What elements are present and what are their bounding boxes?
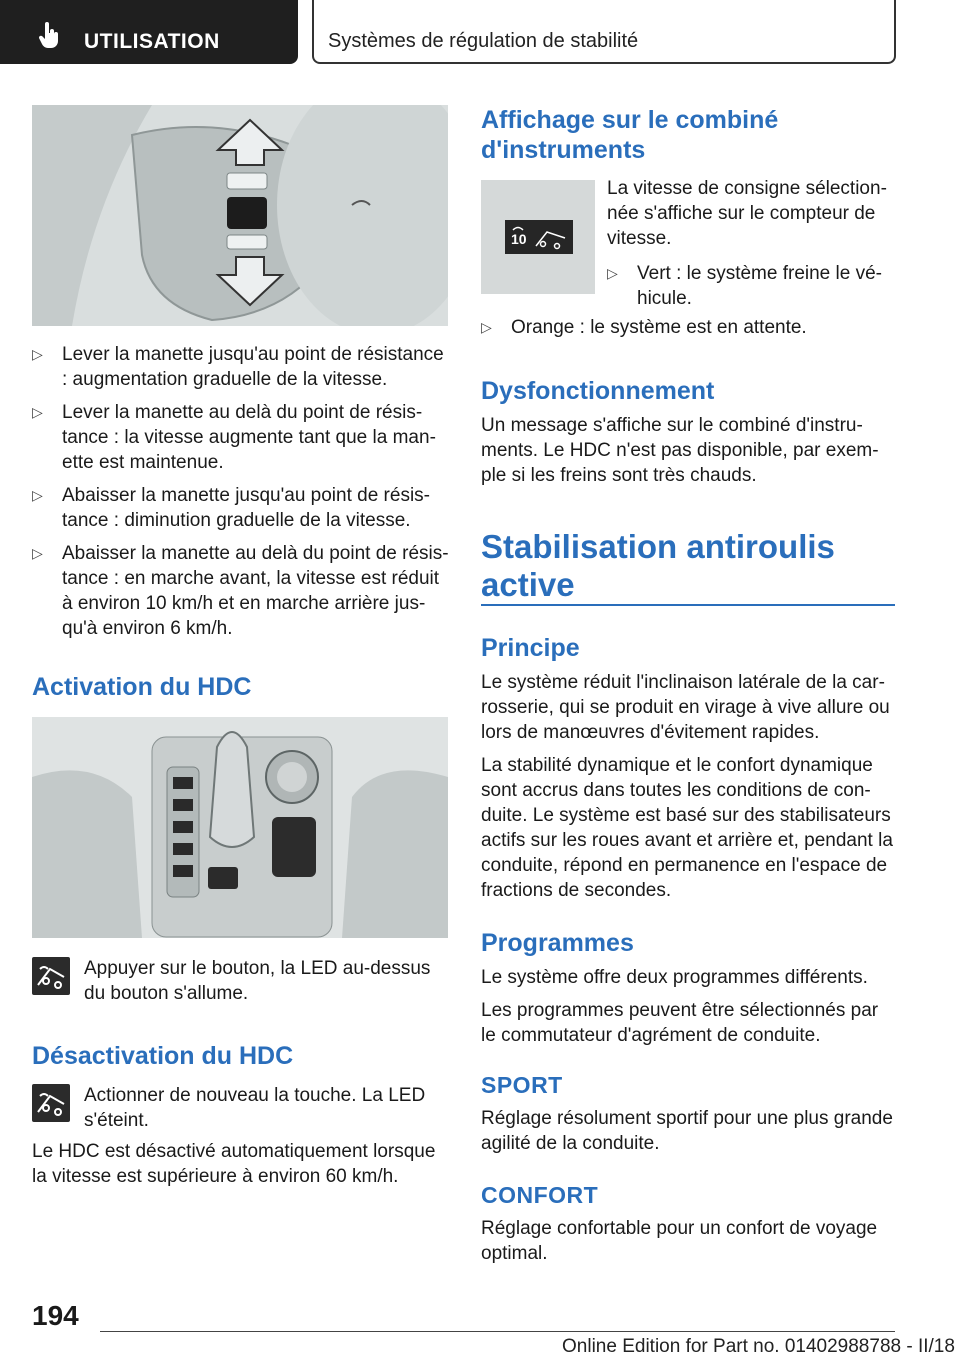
deactivation-text-block <box>84 1083 450 1141</box>
deactivation-text: Actionner de nouveau la touche. La LED s'éteint. <box>84 1085 426 1131</box>
subsection-title: Systèmes de régulation de stabilité <box>328 30 639 52</box>
section-tab <box>0 0 298 64</box>
display-text-block <box>607 176 895 319</box>
comfort-heading: CONFORT <box>481 1182 599 1208</box>
malfunction-heading: Dysfonctionnement <box>481 377 715 405</box>
malfunction-text-block <box>481 413 895 496</box>
page-number: 194 <box>32 1300 79 1331</box>
hand-pointer-icon <box>38 22 60 48</box>
list-item: ▷ Lever la manette jusqu'au point de résistance : augmentation graduelle de la vitesse. <box>32 344 444 390</box>
section-title: UTILISATION <box>84 30 220 53</box>
section-divider <box>481 604 895 606</box>
list-item: ▷ Orange : le système est en attente. <box>481 317 807 338</box>
activation-text-block <box>84 956 450 1014</box>
programs-paragraph: Les programmes peuvent être sélectionnés par le commutateur d'agrément de conduite. <box>481 1000 879 1046</box>
display-text: La vitesse de consigne sélectionnée s'affiche sur le compteur de vitesse. <box>607 178 887 249</box>
activation-text: Appuyer sur le bouton, la LED au-dessus du bouton s'allume. <box>84 958 431 1004</box>
activation-heading: Activation du HDC <box>32 673 252 701</box>
section-heading: Stabilisation antiroulis active <box>481 528 835 603</box>
rocker-bullet-list <box>32 342 450 649</box>
subsection-tab <box>312 0 896 64</box>
sport-text-block <box>481 1106 895 1164</box>
programs-text-block <box>481 965 895 1056</box>
principle-text-block <box>481 670 895 911</box>
speed-value-label: 10 <box>511 231 527 247</box>
programs-heading: Programmes <box>481 929 634 957</box>
principle-paragraph: La stabilité dynamique et le confort dynamique sont accrus dans toutes les conditions de conduite. Le système est basé sur des stabilisateurs actifs sur les roues avant et arrière et, pendant la conduite, répond en permanence en l'espace de fractions de secondes. <box>481 755 893 901</box>
programs-paragraph: Le système offre deux programmes différents. <box>481 967 868 988</box>
display-heading: Affichage sur le combiné d'instruments <box>481 106 779 164</box>
footer-divider <box>100 1331 895 1332</box>
comfort-text: Réglage confortable pour un confort de voyage optimal. <box>481 1218 878 1264</box>
edition-text: Online Edition for Part no. 01402988788 - II/18 <box>562 1336 955 1357</box>
sport-heading: SPORT <box>481 1072 563 1098</box>
malfunction-text: Un message s'affiche sur le combiné d'instruments. Le HDC n'est pas disponible, par exemple si les freins sont très chauds. <box>481 415 879 486</box>
principle-paragraph: Le système réduit l'inclinaison latérale de la carrosserie, qui se produit en virage à vive allure ou lors de manœuvres d'évitement rapides. <box>481 672 890 743</box>
hdc-button-icon <box>32 1084 70 1122</box>
principle-heading: Principe <box>481 634 580 662</box>
deactivation-heading: Désactivation du HDC <box>32 1042 294 1070</box>
list-item: ▷ Lever la manette au delà du point de résistance : la vitesse augmente tant que la manette est maintenue. <box>32 402 436 473</box>
sport-text: Réglage résolument sportif pour une plus grande agilité de la conduite. <box>481 1108 893 1154</box>
hdc-button-icon <box>32 957 70 995</box>
speedometer-display-photo <box>481 180 595 294</box>
display-bullet-list <box>481 315 895 348</box>
list-item: ▷ Vert : le système freine le véhicule. <box>607 263 882 309</box>
list-item: ▷ Abaisser la manette jusqu'au point de résistance : diminution graduelle de la vitesse. <box>32 485 430 531</box>
page-header <box>0 0 960 66</box>
comfort-text-block <box>481 1216 895 1274</box>
deactivation-auto-block <box>32 1139 450 1197</box>
list-item: ▷ Abaisser la manette au delà du point de résistance : en marche avant, la vitesse est réduit à environ 10 km/h et en marche arrière jusqu'à environ 6 km/h. <box>32 543 449 639</box>
steering-wheel-photo <box>32 105 448 326</box>
center-console-photo <box>32 717 448 938</box>
deactivation-auto-text: Le HDC est désactivé automatiquement lorsque la vitesse est supérieure à environ 60 km/h. <box>32 1141 436 1187</box>
